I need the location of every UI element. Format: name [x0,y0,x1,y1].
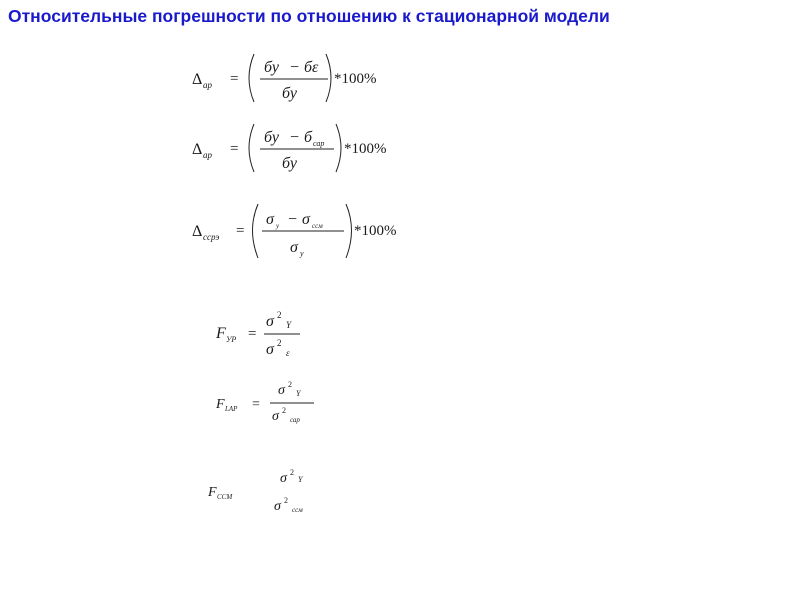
f3-num-a-sub: у [276,222,280,230]
f3-den: σ [290,239,298,256]
f3-right-paren [346,204,352,258]
f1-lhs-sub: ар [203,80,212,90]
f6-den-sup: 2 [284,496,288,505]
formula-3-svg [190,200,430,262]
formula-5-svg [214,378,354,434]
f3-left-paren [253,204,259,258]
f2-lhs-symbol: Δ [192,141,203,158]
f1-num-b: бε [304,59,319,76]
f5-den-sup: 2 [282,406,286,415]
f3-den-sub: у [300,249,304,258]
formula-2-svg [190,118,420,178]
f5-den-sub: сар [290,416,300,424]
f6-num-sub: Y [298,475,303,484]
f3-factor: *100% [354,223,397,239]
f1-right-paren [326,54,331,102]
f6-lhs-sub: ССМ [217,493,233,501]
f4-den-sub: ε [286,348,290,358]
f4-num-sup: 2 [277,310,282,320]
f1-left-paren [249,54,254,102]
f4-eq: = [248,326,257,342]
f5-num-base: σ [278,383,285,398]
f6-lhs: F [208,485,217,500]
page-title: Относительные погрешности по отношению к стационарной модели [8,6,610,26]
f3-num-b: σ [302,211,310,228]
f1-num-minus: − [290,59,300,76]
f2-eq: = [230,141,239,157]
f6-den-base: σ [274,499,281,514]
f5-num-sup: 2 [288,380,292,389]
formula-4-svg [214,308,354,364]
f5-eq: = [252,397,260,412]
f4-num-base: σ [266,313,274,330]
f2-num-b: б [304,129,313,146]
f5-num-sub: Y [296,389,301,398]
f5-lhs: F [216,397,225,412]
formula-relative-error-ar [190,48,420,108]
f6-num-sup: 2 [290,468,294,477]
formula-6-svg [206,466,356,522]
f1-num-a: бу [264,59,279,76]
f2-num-minus: − [290,129,300,146]
f1-lhs-symbol: Δ [192,71,203,88]
f3-num-minus: − [288,211,298,228]
f3-num-b-sub: ссм [312,222,323,230]
f2-num-a: бу [264,129,279,146]
f6-den-sub: ссм [292,506,303,514]
f6-num-base: σ [280,471,287,486]
f4-lhs-sub: УР [226,335,237,344]
f1-den: бу [282,85,297,102]
formula-relative-error-ssm [190,200,430,262]
f2-factor: *100% [344,141,387,157]
f1-eq: = [230,71,239,87]
f2-num-b-sub: сар [313,139,325,148]
f2-right-paren [336,124,341,172]
f2-den: бу [282,155,297,172]
f4-lhs: F [216,325,226,342]
f2-left-paren [249,124,254,172]
f5-lhs-sub: LAP [225,405,238,413]
f1-factor: *100% [334,71,377,87]
formula-relative-error-ar-2 [190,118,420,178]
f3-lhs-sub: ссрэ [203,232,220,242]
formula-f-lar [214,378,354,434]
f2-lhs-sub: ар [203,150,212,160]
formula-f-cssm [206,466,356,522]
f4-num-sub: Y [286,320,292,330]
formula-1-svg [190,48,420,108]
f4-den-base: σ [266,341,274,358]
f3-num-a: σ [266,211,274,228]
formula-f-ur [214,308,354,364]
f5-den-base: σ [272,409,279,424]
f3-eq: = [236,223,245,239]
f3-lhs-symbol: Δ [192,223,203,240]
f4-den-sup: 2 [277,338,282,348]
